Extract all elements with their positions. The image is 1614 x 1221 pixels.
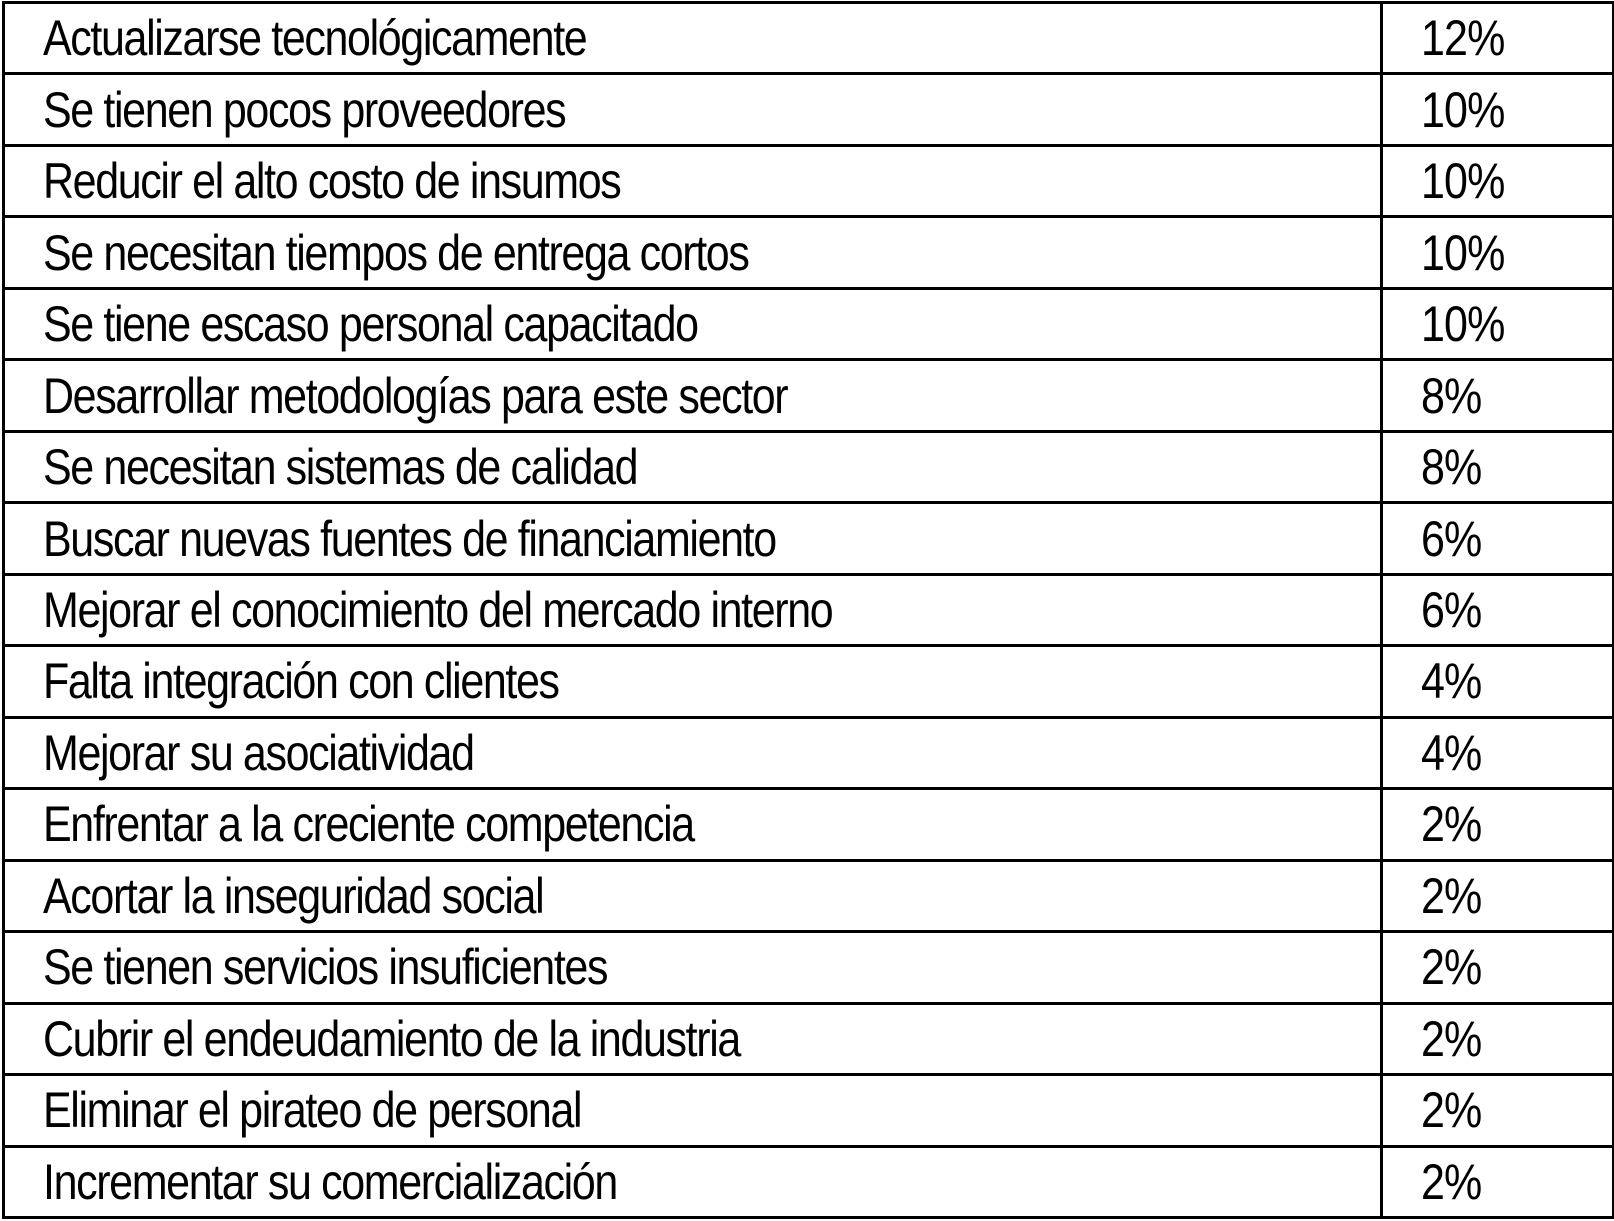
row-label: Acortar la inseguridad social bbox=[43, 867, 544, 924]
row-value-cell bbox=[1382, 360, 1614, 431]
row-label-cell bbox=[4, 789, 1382, 860]
table-row bbox=[4, 145, 1614, 216]
row-label: Se necesitan sistemas de calidad bbox=[43, 439, 638, 496]
row-label-cell bbox=[4, 646, 1382, 717]
table-row bbox=[4, 717, 1614, 788]
row-label-cell bbox=[4, 1003, 1382, 1074]
row-label: Mejorar el conocimiento del mercado interno bbox=[43, 581, 833, 638]
table-row bbox=[4, 74, 1614, 145]
row-label-cell bbox=[4, 860, 1382, 931]
row-label: Cubrir el endeudamiento de la industria bbox=[43, 1010, 740, 1067]
row-percentage: 2% bbox=[1421, 1153, 1482, 1210]
row-label: Reducir el alto costo de insumos bbox=[43, 153, 621, 210]
row-label-cell bbox=[4, 574, 1382, 645]
row-label-cell bbox=[4, 145, 1382, 216]
row-value-cell bbox=[1382, 789, 1614, 860]
row-label-cell bbox=[4, 1075, 1382, 1146]
row-value-cell bbox=[1382, 503, 1614, 574]
row-label: Incrementar su comercialización bbox=[43, 1153, 617, 1210]
row-value-cell bbox=[1382, 1075, 1614, 1146]
table-row bbox=[4, 288, 1614, 359]
row-label: Mejorar su asociatividad bbox=[43, 724, 474, 781]
table-row bbox=[4, 646, 1614, 717]
row-label-cell bbox=[4, 74, 1382, 145]
row-percentage: 12% bbox=[1421, 10, 1505, 67]
table-row bbox=[4, 932, 1614, 1003]
row-label-cell bbox=[4, 360, 1382, 431]
row-value-cell bbox=[1382, 74, 1614, 145]
row-value-cell bbox=[1382, 217, 1614, 288]
row-label-cell bbox=[4, 288, 1382, 359]
row-label: Se tiene escaso personal capacitado bbox=[43, 296, 698, 353]
row-label: Desarrollar metodologías para este sector bbox=[43, 367, 788, 424]
row-label: Se tienen pocos proveedores bbox=[43, 81, 566, 138]
row-percentage: 4% bbox=[1421, 724, 1482, 781]
table-row bbox=[4, 860, 1614, 931]
row-label: Actualizarse tecnológicamente bbox=[43, 10, 587, 67]
table-row bbox=[4, 1003, 1614, 1074]
row-percentage: 10% bbox=[1421, 81, 1505, 138]
row-label: Eliminar el pirateo de personal bbox=[43, 1082, 582, 1139]
table-row bbox=[4, 574, 1614, 645]
row-value-cell bbox=[1382, 145, 1614, 216]
row-percentage: 6% bbox=[1421, 581, 1482, 638]
table-body bbox=[4, 3, 1614, 1218]
table-row bbox=[4, 789, 1614, 860]
table-row bbox=[4, 217, 1614, 288]
table-row bbox=[4, 503, 1614, 574]
row-label-cell bbox=[4, 217, 1382, 288]
row-percentage: 6% bbox=[1421, 510, 1482, 567]
row-label-cell bbox=[4, 932, 1382, 1003]
row-percentage: 2% bbox=[1421, 1082, 1482, 1139]
row-label-cell bbox=[4, 1146, 1382, 1218]
row-value-cell bbox=[1382, 574, 1614, 645]
row-value-cell bbox=[1382, 717, 1614, 788]
row-percentage: 10% bbox=[1421, 153, 1505, 210]
row-percentage: 10% bbox=[1421, 296, 1505, 353]
row-label-cell bbox=[4, 503, 1382, 574]
table-row bbox=[4, 360, 1614, 431]
row-value-cell bbox=[1382, 646, 1614, 717]
row-percentage: 2% bbox=[1421, 867, 1482, 924]
row-label: Se tienen servicios insuficientes bbox=[43, 939, 608, 996]
row-value-cell bbox=[1382, 288, 1614, 359]
row-label: Se necesitan tiempos de entrega cortos bbox=[43, 224, 749, 281]
row-percentage: 8% bbox=[1421, 439, 1482, 496]
row-label: Enfrentar a la creciente competencia bbox=[43, 796, 694, 853]
row-value-cell bbox=[1382, 1003, 1614, 1074]
table-row bbox=[4, 1146, 1614, 1218]
row-value-cell bbox=[1382, 932, 1614, 1003]
row-value-cell bbox=[1382, 431, 1614, 502]
row-percentage: 2% bbox=[1421, 1010, 1482, 1067]
row-label: Falta integración con clientes bbox=[43, 653, 559, 710]
row-label-cell bbox=[4, 3, 1382, 74]
row-value-cell bbox=[1382, 860, 1614, 931]
row-percentage: 4% bbox=[1421, 653, 1482, 710]
row-value-cell bbox=[1382, 1146, 1614, 1218]
row-percentage: 2% bbox=[1421, 796, 1482, 853]
row-value-cell bbox=[1382, 3, 1614, 74]
row-label-cell bbox=[4, 717, 1382, 788]
table-row bbox=[4, 1075, 1614, 1146]
row-percentage: 2% bbox=[1421, 939, 1482, 996]
percentage-table bbox=[2, 1, 1614, 1219]
row-percentage: 10% bbox=[1421, 224, 1505, 281]
table-row bbox=[4, 3, 1614, 74]
row-label-cell bbox=[4, 431, 1382, 502]
row-label: Buscar nuevas fuentes de financiamiento bbox=[43, 510, 776, 567]
row-percentage: 8% bbox=[1421, 367, 1482, 424]
table-row bbox=[4, 431, 1614, 502]
